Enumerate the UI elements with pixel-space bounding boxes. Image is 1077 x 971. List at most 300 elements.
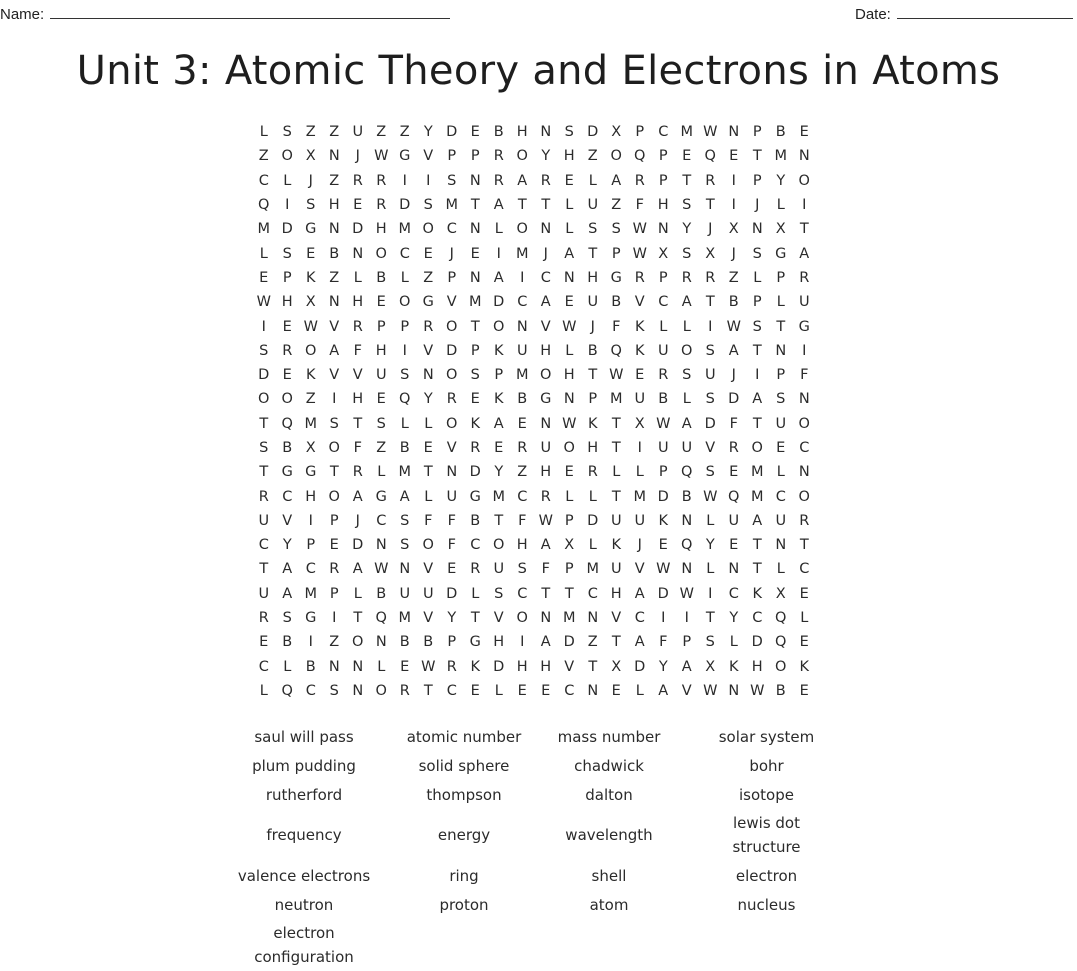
grid-letter: I [308, 634, 313, 651]
grid-letter: S [682, 367, 692, 384]
grid-letter: P [447, 148, 457, 165]
grid-letter: L [377, 658, 386, 675]
grid-letter: P [611, 245, 621, 262]
grid-letter: K [728, 658, 739, 675]
grid-letter: X [611, 124, 622, 141]
grid-letter: I [802, 197, 807, 214]
grid-letter: M [398, 610, 411, 627]
grid-letter: U [493, 561, 505, 578]
grid-letter: R [470, 561, 481, 578]
grid-letter: I [332, 610, 337, 627]
grid-letter: J [543, 245, 548, 262]
grid-letter: S [564, 124, 574, 141]
word-text: ring [449, 866, 479, 885]
grid-letter: E [470, 682, 480, 699]
grid-letter: R [352, 464, 363, 481]
grid-letter: P [376, 318, 386, 335]
grid-letter: V [423, 561, 434, 578]
grid-letter: I [731, 197, 736, 214]
grid-letter: C [258, 537, 269, 554]
grid-letter: A [728, 342, 739, 359]
grid-letter: R [493, 172, 504, 189]
grid-letter: K [752, 585, 762, 602]
grid-letter: L [776, 561, 785, 578]
grid-letter: V [611, 610, 622, 627]
grid-letter: W [303, 318, 318, 335]
grid-letter: W [256, 294, 271, 311]
word-bank-item [674, 809, 859, 861]
grid-letter: N [681, 561, 693, 578]
grid-letter: R [728, 440, 739, 456]
grid-letter: L [635, 682, 644, 699]
word-text: proton [439, 895, 489, 914]
grid-letter: L [635, 464, 644, 481]
grid-letter: Y [541, 148, 551, 165]
grid-letter: U [540, 440, 552, 456]
grid-letter: F [518, 512, 527, 529]
grid-letter: Z [728, 269, 739, 286]
grid-letter: L [588, 537, 597, 554]
grid-letter: T [564, 585, 574, 602]
grid-letter: N [352, 245, 364, 262]
grid-letter: T [423, 464, 433, 481]
grid-letter: J [708, 221, 713, 238]
grid-letter: R [705, 269, 716, 286]
grid-letter: W [679, 585, 694, 602]
word-bank-item [544, 751, 674, 780]
grid-letter: O [516, 148, 528, 165]
grid-letter: L [494, 221, 503, 238]
grid-letter: X [728, 221, 739, 238]
date-field [855, 4, 1073, 23]
grid-letter: X [705, 245, 716, 262]
grid-letter: H [281, 294, 293, 311]
grid-letter: A [493, 415, 504, 432]
grid-letter: H [352, 391, 364, 408]
grid-letter: E [423, 245, 433, 262]
word-text: plum pudding [252, 756, 356, 775]
grid-letter: K [611, 537, 621, 554]
grid-letter: V [423, 342, 434, 359]
grid-letter: G [422, 294, 434, 311]
grid-letter: N [469, 172, 481, 189]
grid-letter: Y [658, 658, 668, 675]
grid-letter: U [258, 512, 270, 529]
grid-letter: K [493, 342, 504, 359]
grid-letter: T [705, 294, 715, 311]
grid-letter: O [516, 221, 528, 238]
grid-letter: M [515, 367, 529, 384]
grid-letter: S [376, 415, 386, 432]
grid-letter: L [800, 610, 809, 627]
grid-letter: C [517, 294, 528, 311]
grid-letter: P [635, 124, 645, 141]
grid-letter: T [752, 415, 762, 432]
grid-letter: E [329, 537, 339, 554]
grid-letter: J [308, 172, 313, 189]
grid-letter: U [399, 585, 411, 602]
grid-letter: V [705, 440, 716, 456]
grid-letter: W [609, 367, 624, 384]
grid-letter: X [305, 440, 316, 456]
grid-letter: O [681, 342, 693, 359]
grid-letter: N [587, 610, 599, 627]
word-bank-item [674, 890, 859, 919]
grid-letter: I [261, 318, 266, 335]
grid-letter: T [752, 561, 762, 578]
grid-letter: U [516, 342, 528, 359]
grid-letter: C [376, 512, 387, 529]
grid-letter: D [587, 124, 599, 141]
word-text: solid sphere [418, 756, 510, 775]
grid-letter: W [703, 124, 718, 141]
grid-letter: G [305, 464, 317, 481]
grid-letter: S [447, 172, 457, 189]
grid-letter: O [305, 342, 317, 359]
word-text: isotope [739, 785, 794, 804]
word-text: frequency [266, 826, 342, 844]
grid-letter: A [540, 634, 551, 651]
grid-letter: U [587, 294, 599, 311]
word-bank-item [674, 722, 859, 751]
grid-letter: B [728, 294, 739, 311]
grid-letter: P [282, 269, 292, 286]
grid-letter: D [704, 415, 716, 432]
grid-letter: O [375, 245, 387, 262]
grid-letter: H [587, 440, 599, 456]
word-text: shell [591, 866, 627, 885]
grid-letter: E [376, 294, 386, 311]
grid-letter: T [752, 148, 762, 165]
word-bank-item [544, 780, 674, 809]
grid-letter: T [588, 245, 598, 262]
grid-letter: G [775, 245, 787, 262]
grid-letter: N [587, 682, 599, 699]
grid-letter: I [496, 245, 501, 262]
grid-letter: C [305, 561, 316, 578]
grid-letter: E [799, 124, 809, 141]
grid-letter: R [446, 658, 457, 675]
grid-letter: T [611, 488, 621, 505]
grid-letter: W [703, 682, 718, 699]
grid-row [252, 533, 816, 557]
grid-row [252, 484, 816, 508]
grid-letter: B [423, 634, 434, 651]
grid-letter: T [329, 464, 339, 481]
grid-letter: R [282, 342, 293, 359]
grid-letter: R [540, 488, 551, 505]
word-text: chadwick [574, 756, 644, 775]
grid-letter: B [399, 634, 410, 651]
grid-letter: D [469, 464, 481, 481]
grid-letter: O [610, 148, 622, 165]
grid-letter: U [610, 512, 622, 529]
grid-letter: Z [329, 172, 340, 189]
grid-letter: S [705, 634, 715, 651]
grid-letter: R [352, 318, 363, 335]
grid-letter: P [752, 124, 762, 141]
grid-letter: I [426, 172, 431, 189]
grid-letter: N [540, 610, 552, 627]
grid-letter: U [422, 585, 434, 602]
grid-letter: E [353, 197, 363, 214]
grid-letter: W [562, 318, 577, 335]
grid-letter: Y [682, 221, 692, 238]
grid-letter: P [447, 634, 457, 651]
grid-letter: U [446, 488, 458, 505]
grid-letter: N [751, 221, 763, 238]
grid-letter: E [470, 391, 480, 408]
grid-letter: O [375, 682, 387, 699]
grid-letter: S [588, 221, 598, 238]
grid-letter: C [658, 124, 669, 141]
grid-letter: T [705, 197, 715, 214]
grid-letter: L [259, 124, 268, 141]
grid-letter: B [282, 440, 293, 456]
grid-letter: M [750, 488, 764, 505]
grid-letter: F [424, 512, 433, 529]
grid-letter: J [355, 148, 360, 165]
grid-letter: F [541, 561, 550, 578]
grid-letter: I [708, 318, 713, 335]
word-text: bohr [749, 756, 784, 775]
grid-letter: R [376, 197, 387, 214]
grid-letter: F [612, 318, 621, 335]
grid-letter: I [802, 342, 807, 359]
grid-letter: Q [610, 342, 622, 359]
grid-letter: G [469, 488, 481, 505]
grid-letter: Q [281, 415, 293, 432]
grid-letter: A [564, 245, 575, 262]
grid-letter: N [563, 269, 575, 286]
grid-letter: D [258, 367, 270, 384]
grid-letter: D [563, 634, 575, 651]
word-bank-item [674, 861, 859, 890]
grid-letter: L [706, 561, 715, 578]
word-bank-item [674, 751, 859, 780]
grid-letter: L [259, 682, 268, 699]
grid-letter: U [587, 197, 599, 214]
grid-letter: T [470, 610, 480, 627]
grid-letter: W [562, 415, 577, 432]
grid-letter: S [400, 367, 410, 384]
grid-letter: T [541, 585, 551, 602]
word-bank-item [544, 861, 674, 890]
grid-letter: C [446, 682, 457, 699]
grid-letter: U [634, 512, 646, 529]
grid-letter: P [658, 269, 668, 286]
grid-letter: Z [423, 269, 434, 286]
word-text: neutron [274, 895, 334, 914]
grid-letter: G [540, 391, 552, 408]
grid-letter: Q [704, 148, 716, 165]
grid-letter: S [329, 415, 339, 432]
grid-row [252, 582, 816, 606]
grid-letter: D [352, 537, 364, 554]
grid-letter: N [775, 537, 787, 554]
grid-letter: L [588, 172, 597, 189]
grid-letter: E [799, 585, 809, 602]
grid-letter: F [353, 440, 362, 456]
grid-letter: B [282, 634, 293, 651]
grid-letter: P [564, 512, 574, 529]
grid-letter: S [400, 512, 410, 529]
grid-letter: V [540, 318, 551, 335]
grid-row [252, 314, 816, 338]
grid-letter: L [424, 488, 433, 505]
grid-letter: X [658, 245, 669, 262]
grid-letter: L [753, 269, 762, 286]
grid-letter: Q [375, 610, 387, 627]
grid-letter: T [470, 318, 480, 335]
word-bank [224, 722, 864, 971]
grid-letter: X [705, 658, 716, 675]
word-bank-item [224, 722, 384, 751]
grid-letter: S [306, 197, 316, 214]
grid-letter: E [517, 682, 527, 699]
grid-row [252, 436, 816, 460]
grid-row [252, 266, 816, 290]
grid-letter: E [259, 634, 269, 651]
grid-letter: M [680, 124, 693, 141]
grid-letter: Q [681, 537, 693, 554]
word-bank-item [224, 751, 384, 780]
grid-letter: F [635, 197, 644, 214]
grid-letter: T [259, 561, 269, 578]
grid-letter: T [353, 610, 363, 627]
grid-letter: N [798, 148, 810, 165]
grid-letter: R [493, 148, 504, 165]
grid-letter: E [564, 172, 574, 189]
grid-letter: U [704, 367, 716, 384]
grid-letter: V [634, 294, 645, 311]
grid-letter: D [634, 658, 646, 675]
grid-letter: M [445, 197, 458, 214]
grid-letter: M [515, 245, 529, 262]
grid-letter: N [681, 512, 693, 529]
word-text: saul will pass [254, 727, 354, 746]
grid-letter: W [656, 561, 671, 578]
grid-letter: O [751, 440, 763, 456]
word-bank-item [384, 890, 544, 919]
grid-letter: E [423, 440, 433, 456]
grid-letter: W [632, 245, 647, 262]
grid-letter: A [540, 537, 551, 554]
grid-letter: W [726, 318, 741, 335]
grid-letter: V [493, 610, 504, 627]
grid-letter: C [775, 488, 786, 505]
grid-letter: S [682, 245, 692, 262]
grid-letter: I [731, 172, 736, 189]
word-text: electron [273, 924, 335, 942]
grid-letter: P [564, 561, 574, 578]
grid-letter: Z [329, 269, 340, 286]
grid-letter: N [657, 221, 669, 238]
grid-letter: W [703, 488, 718, 505]
grid-letter: L [565, 197, 574, 214]
grid-letter: K [799, 658, 809, 675]
grid-letter: R [329, 561, 340, 578]
grid-letter: D [493, 294, 505, 311]
grid-letter: A [681, 294, 692, 311]
grid-letter: A [681, 658, 692, 675]
name-label: Name: [0, 6, 45, 23]
grid-letter: V [446, 440, 457, 456]
grid-letter: N [540, 415, 552, 432]
grid-letter: R [258, 488, 269, 505]
grid-letter: T [517, 197, 527, 214]
word-text: thompson [426, 785, 502, 804]
word-bank-item [544, 809, 674, 861]
grid-letter: A [517, 172, 528, 189]
grid-letter: P [658, 172, 668, 189]
grid-row [252, 509, 816, 533]
grid-letter: N [399, 561, 411, 578]
grid-letter: Q [258, 197, 270, 214]
grid-letter: I [661, 610, 666, 627]
grid-letter: I [708, 585, 713, 602]
grid-letter: O [446, 318, 458, 335]
grid-letter: S [282, 610, 292, 627]
grid-letter: P [329, 585, 339, 602]
grid-letter: B [493, 124, 504, 141]
grid-letter: C [399, 245, 410, 262]
date-label: Date: [855, 6, 891, 23]
grid-letter: L [729, 634, 738, 651]
grid-letter: A [611, 172, 622, 189]
grid-letter: E [729, 148, 739, 165]
grid-row [252, 193, 816, 217]
grid-letter: O [422, 537, 434, 554]
word-bank-item [674, 780, 859, 809]
grid-letter: Y [282, 537, 292, 554]
word-bank-item [224, 861, 384, 890]
word-text: rutherford [265, 785, 343, 804]
grid-letter: P [682, 634, 692, 651]
grid-letter: O [399, 294, 411, 311]
grid-letter: K [305, 367, 316, 384]
grid-letter: Z [587, 634, 598, 651]
grid-letter: O [798, 172, 810, 189]
grid-letter: E [494, 440, 504, 456]
grid-letter: U [681, 440, 693, 456]
grid-letter: J [731, 367, 736, 384]
grid-letter: M [257, 221, 270, 238]
grid-letter: R [352, 172, 363, 189]
grid-letter: S [517, 561, 527, 578]
grid-letter: A [634, 585, 645, 602]
grid-letter: R [587, 464, 598, 481]
grid-letter: M [750, 464, 764, 481]
grid-letter: C [799, 440, 810, 456]
grid-letter: L [565, 221, 574, 238]
grid-row [252, 460, 816, 484]
grid-letter: H [493, 634, 505, 651]
grid-letter: R [658, 367, 669, 384]
grid-letter: P [447, 269, 457, 286]
grid-letter: E [447, 561, 457, 578]
grid-letter: O [422, 221, 434, 238]
grid-letter: N [328, 294, 340, 311]
grid-letter: T [259, 415, 269, 432]
grid-letter: C [282, 488, 293, 505]
grid-letter: E [776, 440, 786, 456]
grid-letter: S [470, 367, 480, 384]
grid-letter: N [728, 682, 740, 699]
grid-letter: B [329, 245, 340, 262]
word-text: wavelength [565, 826, 653, 844]
grid-letter: H [305, 488, 317, 505]
